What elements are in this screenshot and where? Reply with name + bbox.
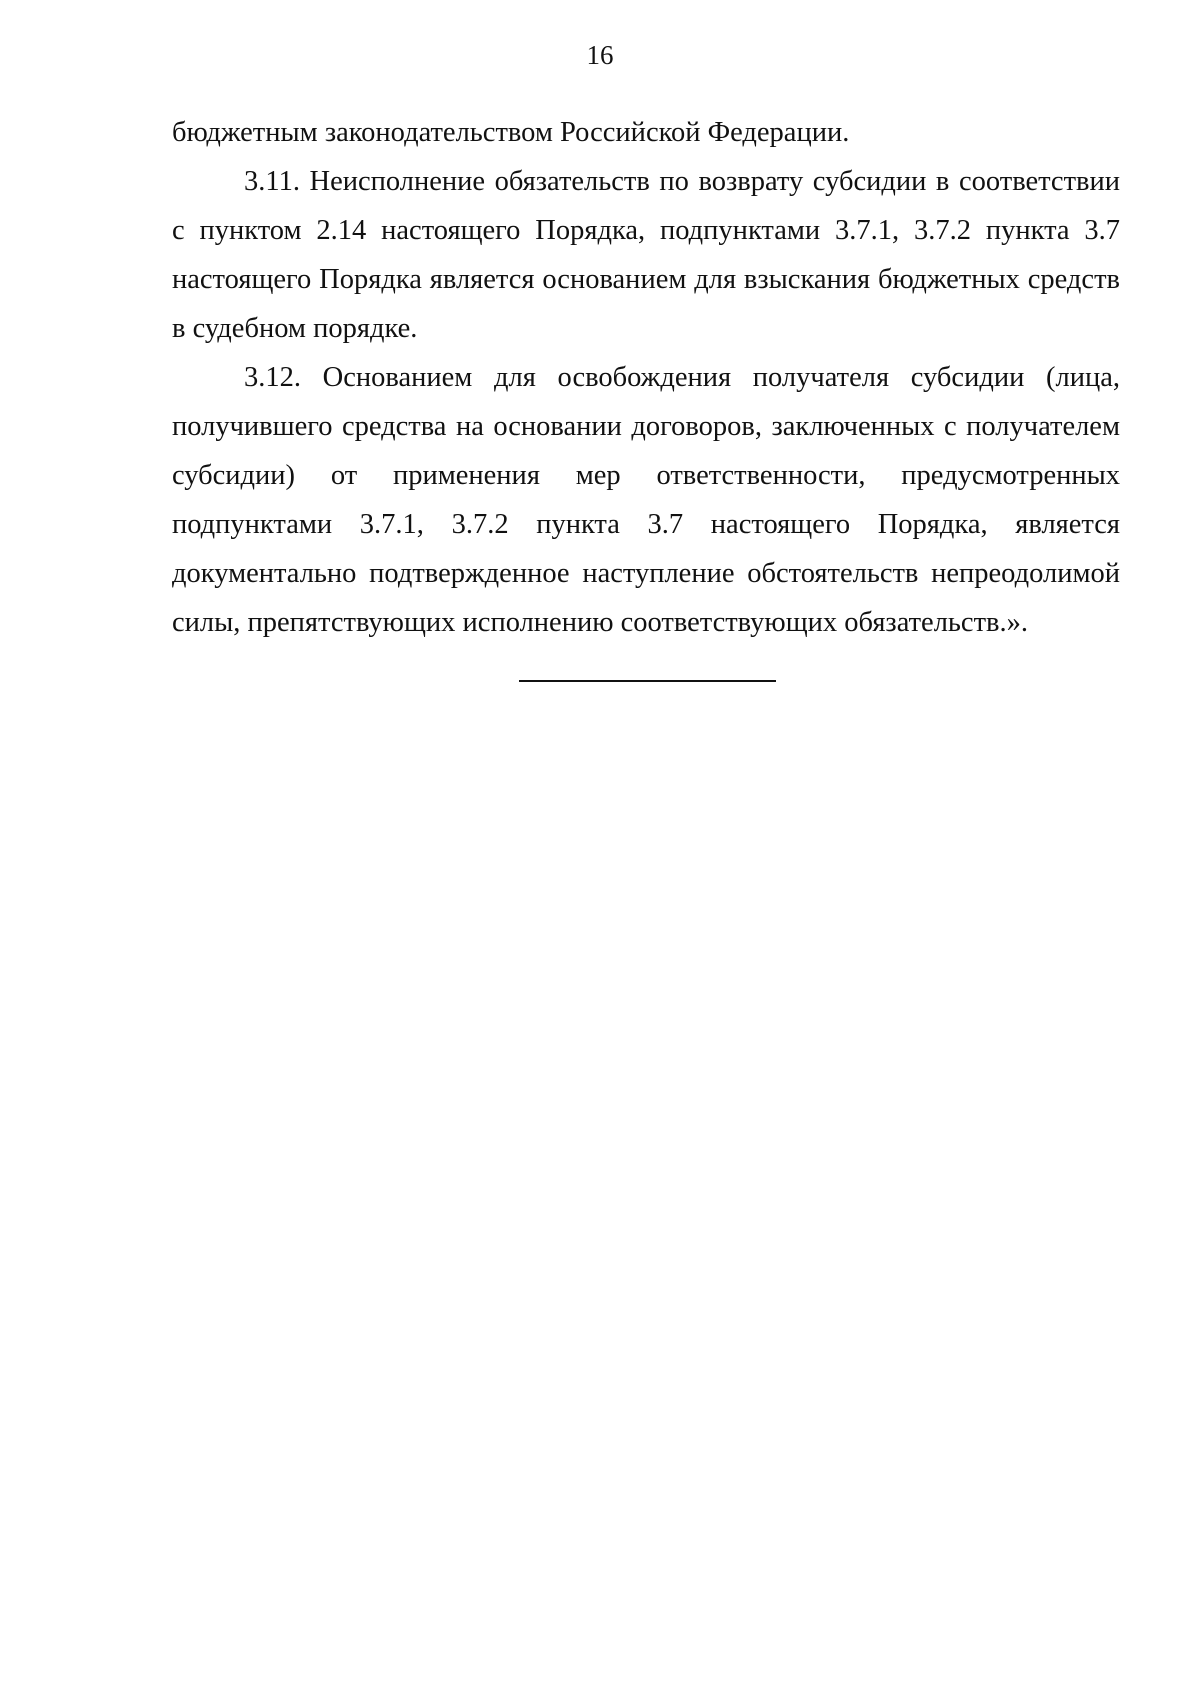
document-body [172, 108, 1120, 647]
page-number: 16 [586, 40, 614, 70]
paragraph-3-12: 3.12. Основанием для освобождения получателя субсидии (лица, получившего средства на основании договоров, заключенных с получателем субсидии) от применения мер ответственности, предусмотренных подпунктами 3.7.1, 3.7.2 пункта 3.7 настоящего Порядка, является документально подтвержденное наступление обстоятельств непреодолимой силы, препятствующих исполнению соответствующих обязательств.». [172, 362, 1120, 638]
end-of-document-rule [519, 680, 776, 682]
paragraph-3-11: 3.11. Неисполнение обязательств по возврату субсидии в соответствии с пунктом 2.14 настоящего Порядка, подпунктами 3.7.1, 3.7.2 пункта 3.7 настоящего Порядка является основанием для взыскания бюджетных средств в судебном порядке. [172, 166, 1120, 344]
paragraph-continuation: бюджетным законодательством Российской Федерации. [172, 117, 850, 148]
